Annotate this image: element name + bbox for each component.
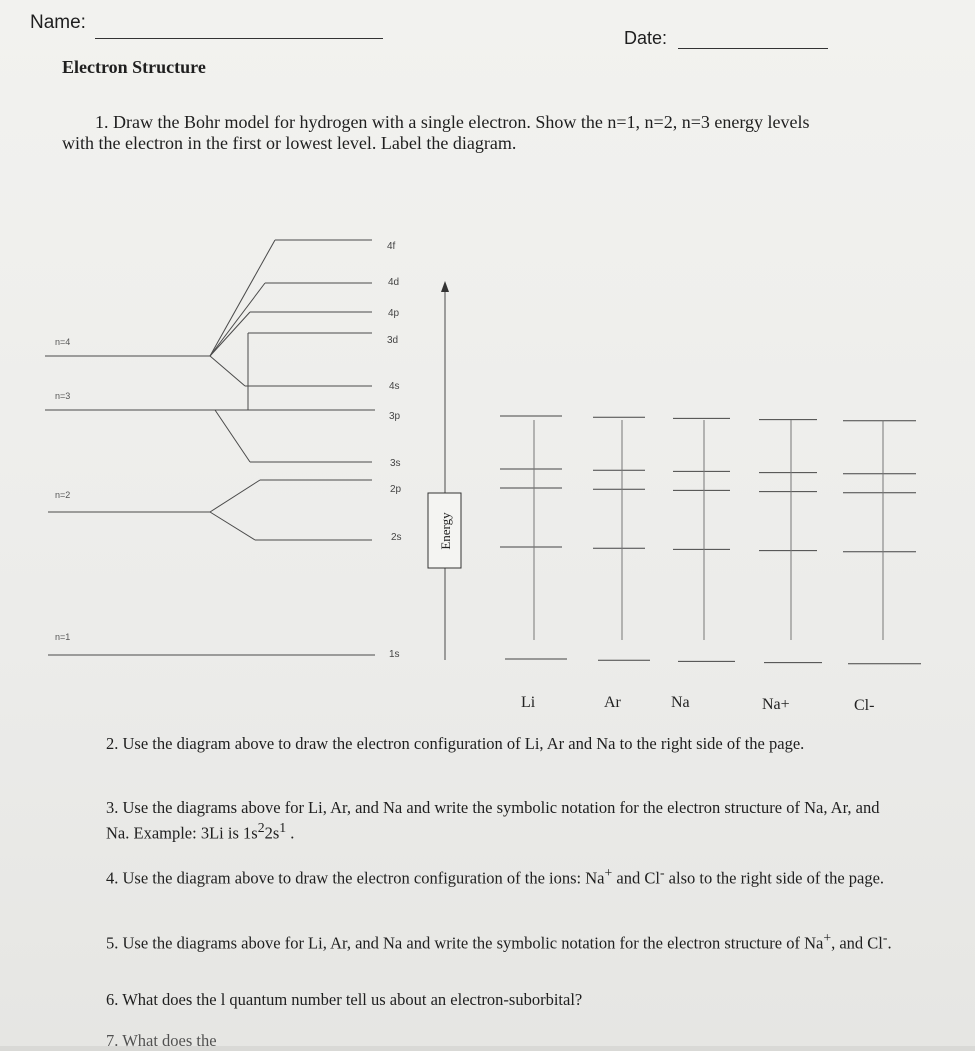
shell-label-n4: n=4	[55, 337, 71, 347]
name-label: Name:	[30, 12, 86, 33]
question-6: 6. What does the l quantum number tell us about an electron-suborbital?	[106, 990, 583, 1009]
shell-label-n3: n=3	[55, 391, 71, 401]
shell-label-n1: n=1	[55, 632, 71, 642]
element-label-li: Li	[521, 694, 536, 711]
question-4-text: 4. Use the diagram above to draw the electron configuration of the ions: Na	[106, 868, 605, 888]
orbital-label-4s: 4s	[389, 381, 400, 392]
question-4-mid: and Cl	[612, 868, 660, 888]
question-3-sup-2: 1	[279, 820, 287, 835]
question-5-end: .	[887, 933, 892, 953]
question-5-sup-2: -	[882, 930, 888, 945]
orbital-label-3d: 3d	[387, 335, 399, 346]
element-label-na: Na	[671, 694, 690, 711]
element-label-cl-minus: Cl-	[854, 697, 875, 714]
orbital-label-1s: 1s	[389, 649, 400, 660]
question-5-mid: , and Cl	[831, 933, 883, 953]
orbital-label-4p: 4p	[388, 308, 400, 319]
worksheet-title: Electron Structure	[62, 57, 206, 77]
element-label-ar: Ar	[604, 694, 621, 711]
question-3-sup-1: 2	[257, 820, 265, 835]
question-3-text: 3. Use the diagrams above for Li, Ar, and Na and write the symbolic notation for the electron structure of Na, Ar, and Na. Example: 3Li is 1s	[106, 798, 880, 843]
question-4-sup-2: -	[659, 865, 665, 880]
shell-label-n2: n=2	[55, 490, 71, 500]
question-5-text: 5. Use the diagrams above for Li, Ar, and Na and write the symbolic notation for the electron structure of Na	[106, 933, 824, 953]
question-3-end: .	[286, 823, 295, 843]
orbital-label-4f: 4f	[387, 241, 396, 252]
question-3	[106, 798, 906, 844]
question-1-line-1: 1. Draw the Bohr model for hydrogen with a single electron. Show the n=1, n=2, n=3 energy levels	[95, 112, 810, 132]
question-1-line-2: with the electron in the first or lowest level. Label the diagram.	[62, 133, 517, 153]
energy-arrow-icon	[441, 281, 449, 292]
question-7-partial: 7. What does the	[106, 1031, 217, 1050]
orbital-label-4d: 4d	[388, 277, 400, 288]
question-3-mid: 2s	[264, 823, 280, 843]
energy-axis-label: Energy	[438, 512, 453, 550]
question-4	[106, 863, 906, 889]
question-4-end: also to the right side of the page.	[664, 868, 885, 888]
question-2: 2. Use the diagram above to draw the electron configuration of Li, Ar and Na to the right side of the page.	[106, 734, 805, 753]
question-5	[106, 928, 906, 954]
orbital-label-2s: 2s	[391, 532, 402, 543]
orbital-label-2p: 2p	[390, 484, 402, 495]
orbital-label-3s: 3s	[390, 458, 401, 469]
element-label-na-plus: Na+	[762, 696, 790, 713]
date-label: Date:	[624, 28, 668, 48]
question-5-sup-1: +	[823, 930, 832, 945]
question-4-sup-1: +	[604, 865, 613, 880]
orbital-label-3p: 3p	[389, 411, 401, 422]
